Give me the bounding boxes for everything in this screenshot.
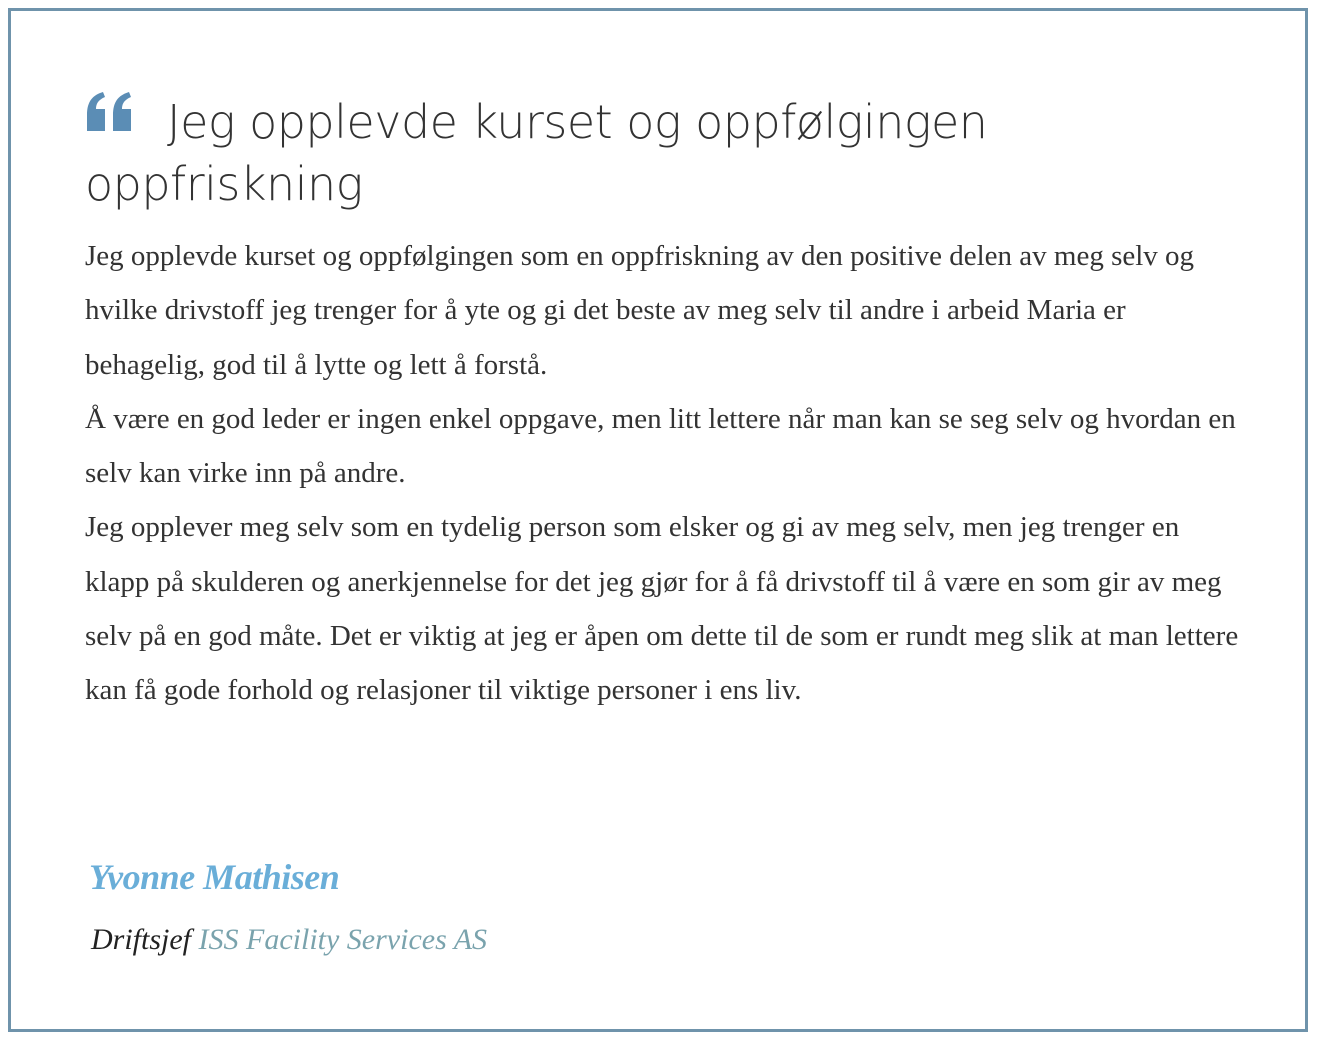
- author-role: Driftsjef: [91, 923, 192, 956]
- testimonial-body: [85, 229, 1245, 718]
- testimonial-paragraph-2: Å være en god leder er ingen enkel oppgave, men litt lettere når man kan se seg selv og hvordan en selv kan virke inn på andre.: [85, 402, 1236, 490]
- author-company: ISS Facility Services AS: [198, 923, 488, 956]
- testimonial-headline: [85, 91, 1245, 215]
- headline-text: Jeg opplevde kurset og oppfølgingen oppfriskning: [85, 95, 988, 211]
- author-role-line: [91, 923, 487, 957]
- author-name: Yvonne Mathisen: [89, 857, 340, 897]
- testimonial-paragraph-1: Jeg opplevde kurset og oppfølgingen som en oppfriskning av den positive delen av meg selv og hvilke drivstoff jeg trenger for å yte og gi det beste av meg selv til andre i arbeid Maria er behagelig, god til å lytte og lett å forstå.: [85, 240, 1195, 381]
- testimonial-card: [8, 8, 1308, 1032]
- testimonial-paragraph-3: Jeg opplever meg selv som en tydelig person som elsker og gi av meg selv, men jeg trenger en klapp på skulderen og anerkjennelse for det jeg gjør for å få drivstoff til å være en som gir av meg selv på en god måte. Det er viktig at jeg er åpen om dette til de som er rundt meg slik at man lettere kan få gode forhold og relasjoner til viktige personer i ens liv.: [85, 511, 1239, 707]
